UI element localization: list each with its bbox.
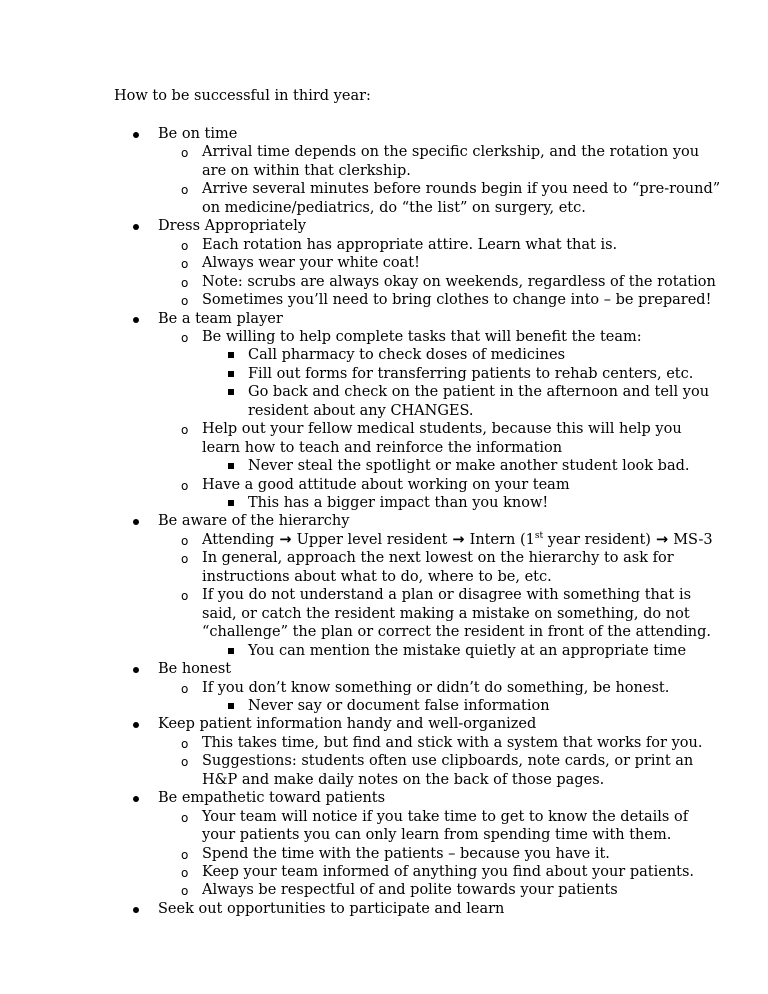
list-item-text: If you do not understand a plan or disagree with something that is: [202, 587, 692, 604]
list-item-text: Your team will notice if you take time to get to know the details of: [202, 808, 689, 825]
list-item-text: Never steal the spotlight or make another student look bad.: [248, 458, 690, 475]
list-item-text: instructions about what to do, where to be, etc.: [202, 568, 552, 585]
bullet-circle-icon: o: [181, 294, 189, 309]
hierarchy-level: Intern (1: [469, 531, 535, 548]
document-title: How to be successful in third year:: [114, 88, 371, 104]
bullet-circle-icon: o: [181, 810, 189, 825]
bullet-circle-icon: o: [181, 478, 189, 493]
bullet-circle-icon: o: [181, 755, 189, 770]
list-item-text: Never say or document false information: [248, 697, 550, 714]
bullet-circle-icon: o: [181, 183, 189, 198]
list-item-text: H&P and make daily notes on the back of those pages.: [202, 771, 605, 788]
bullet-square-icon: [228, 463, 234, 469]
list-item-text: This takes time, but find and stick with a system that works for you.: [202, 734, 703, 751]
list-item-text: Be willing to help complete tasks that will benefit the team:: [202, 328, 642, 345]
list-item-text: “challenge” the plan or correct the resident in front of the attending.: [202, 624, 711, 641]
bullet-circle-icon: o: [181, 238, 189, 253]
bullet-circle-icon: o: [181, 589, 189, 604]
list-item-text: are on within that clerkship.: [202, 162, 411, 179]
bullet-circle-icon: o: [181, 552, 189, 567]
list-item-text: Keep patient information handy and well-organized: [158, 716, 537, 733]
bullet-square-icon: [228, 648, 234, 654]
bullet-circle-icon: o: [181, 423, 189, 438]
list-item-text: Be empathetic toward patients: [158, 790, 386, 807]
list-item-text: Call pharmacy to check doses of medicines: [248, 347, 566, 364]
list-item-text: Arrival time depends on the specific clerkship, and the rotation you: [202, 144, 700, 161]
list-item-text: Be honest: [158, 661, 232, 678]
list-item-text: Always wear your white coat!: [202, 255, 420, 272]
hierarchy-level: Upper level resident: [296, 531, 448, 548]
list-item-text: Sometimes you’ll need to bring clothes to change into – be prepared!: [202, 292, 712, 309]
bullet-circle-icon: o: [181, 847, 189, 862]
bullet-circle-icon: o: [181, 257, 189, 272]
bullet-dot-icon: [133, 722, 139, 728]
bullet-dot-icon: [133, 132, 139, 138]
list-item-text: Suggestions: students often use clipboards, note cards, or print an: [202, 753, 694, 770]
list-item-text: on medicine/pediatrics, do “the list” on surgery, etc.: [202, 199, 586, 216]
hierarchy-level: MS-3: [673, 531, 713, 548]
list-item-text: Spend the time with the patients – because you have it.: [202, 845, 610, 862]
bullet-square-icon: [228, 500, 234, 506]
list-item-text: learn how to teach and reinforce the information: [202, 439, 563, 456]
bullet-circle-icon: o: [181, 736, 189, 751]
list-item-text: Be on time: [158, 126, 238, 142]
list-item-text: Help out your fellow medical students, because this will help you: [202, 421, 682, 438]
bullet-square-icon: [228, 389, 234, 395]
list-item-text: Be a team player: [158, 310, 283, 327]
list-item-text: Note: scrubs are always okay on weekends, regardless of the rotation: [202, 273, 716, 290]
list-item-text: If you don’t know something or didn’t do something, be honest.: [202, 679, 670, 696]
bullet-circle-icon: o: [181, 884, 189, 899]
list-item-text: said, or catch the resident making a mistake on something, do not: [202, 605, 690, 622]
list-item-text: resident about any CHANGES.: [248, 402, 474, 419]
hierarchy-level: Attending: [202, 531, 275, 548]
list-item-text: Keep your team informed of anything you find about your patients.: [202, 864, 695, 880]
bullet-circle-icon: o: [181, 866, 189, 880]
bullet-dot-icon: [133, 519, 139, 525]
bullet-dot-icon: [133, 224, 139, 230]
list-item-text: This has a bigger impact than you know!: [248, 495, 549, 511]
list-item-text: Always be respectful of and polite towards your patients: [202, 882, 618, 899]
list-item-text: Each rotation has appropriate attire. Learn what that is.: [202, 236, 618, 253]
hierarchy-level: year resident): [543, 531, 651, 548]
list-item-text: Dress Appropriately: [158, 218, 307, 235]
superscript: st: [534, 531, 544, 542]
bullet-square-icon: [228, 703, 234, 709]
list-item-text: Have a good attitude about working on your team: [202, 476, 570, 493]
bullet-dot-icon: [133, 907, 139, 913]
bullet-circle-icon: o: [181, 330, 189, 345]
arrow-right-icon: →: [650, 531, 674, 548]
bullet-square-icon: [228, 371, 234, 377]
list-item-text: In general, approach the next lowest on the hierarchy to ask for: [202, 550, 674, 567]
arrow-right-icon: →: [447, 531, 470, 548]
arrow-right-icon: →: [274, 531, 297, 548]
list-item-text: Seek out opportunities to participate and learn: [158, 900, 505, 917]
bullet-dot-icon: [133, 796, 139, 802]
list-item-text: Be aware of the hierarchy: [158, 513, 350, 530]
bullet-circle-icon: o: [181, 275, 189, 290]
bullet-circle-icon: o: [181, 681, 189, 696]
hierarchy-line: [202, 531, 713, 550]
list-item-text: your patients you can only learn from spending time with them.: [202, 827, 672, 844]
list-item-text: Go back and check on the patient in the afternoon and tell you: [248, 384, 710, 401]
list-item-text: You can mention the mistake quietly at an appropriate time: [248, 642, 687, 659]
list-item-text: Arrive several minutes before rounds begin if you need to “pre-round”: [202, 181, 721, 198]
bullet-circle-icon: o: [181, 146, 189, 161]
bullet-dot-icon: [133, 667, 139, 673]
bullet-square-icon: [228, 352, 234, 358]
bullet-circle-icon: o: [181, 533, 189, 548]
bullet-dot-icon: [133, 317, 139, 323]
list-item-text: Fill out forms for transferring patients to rehab centers, etc.: [248, 365, 694, 382]
